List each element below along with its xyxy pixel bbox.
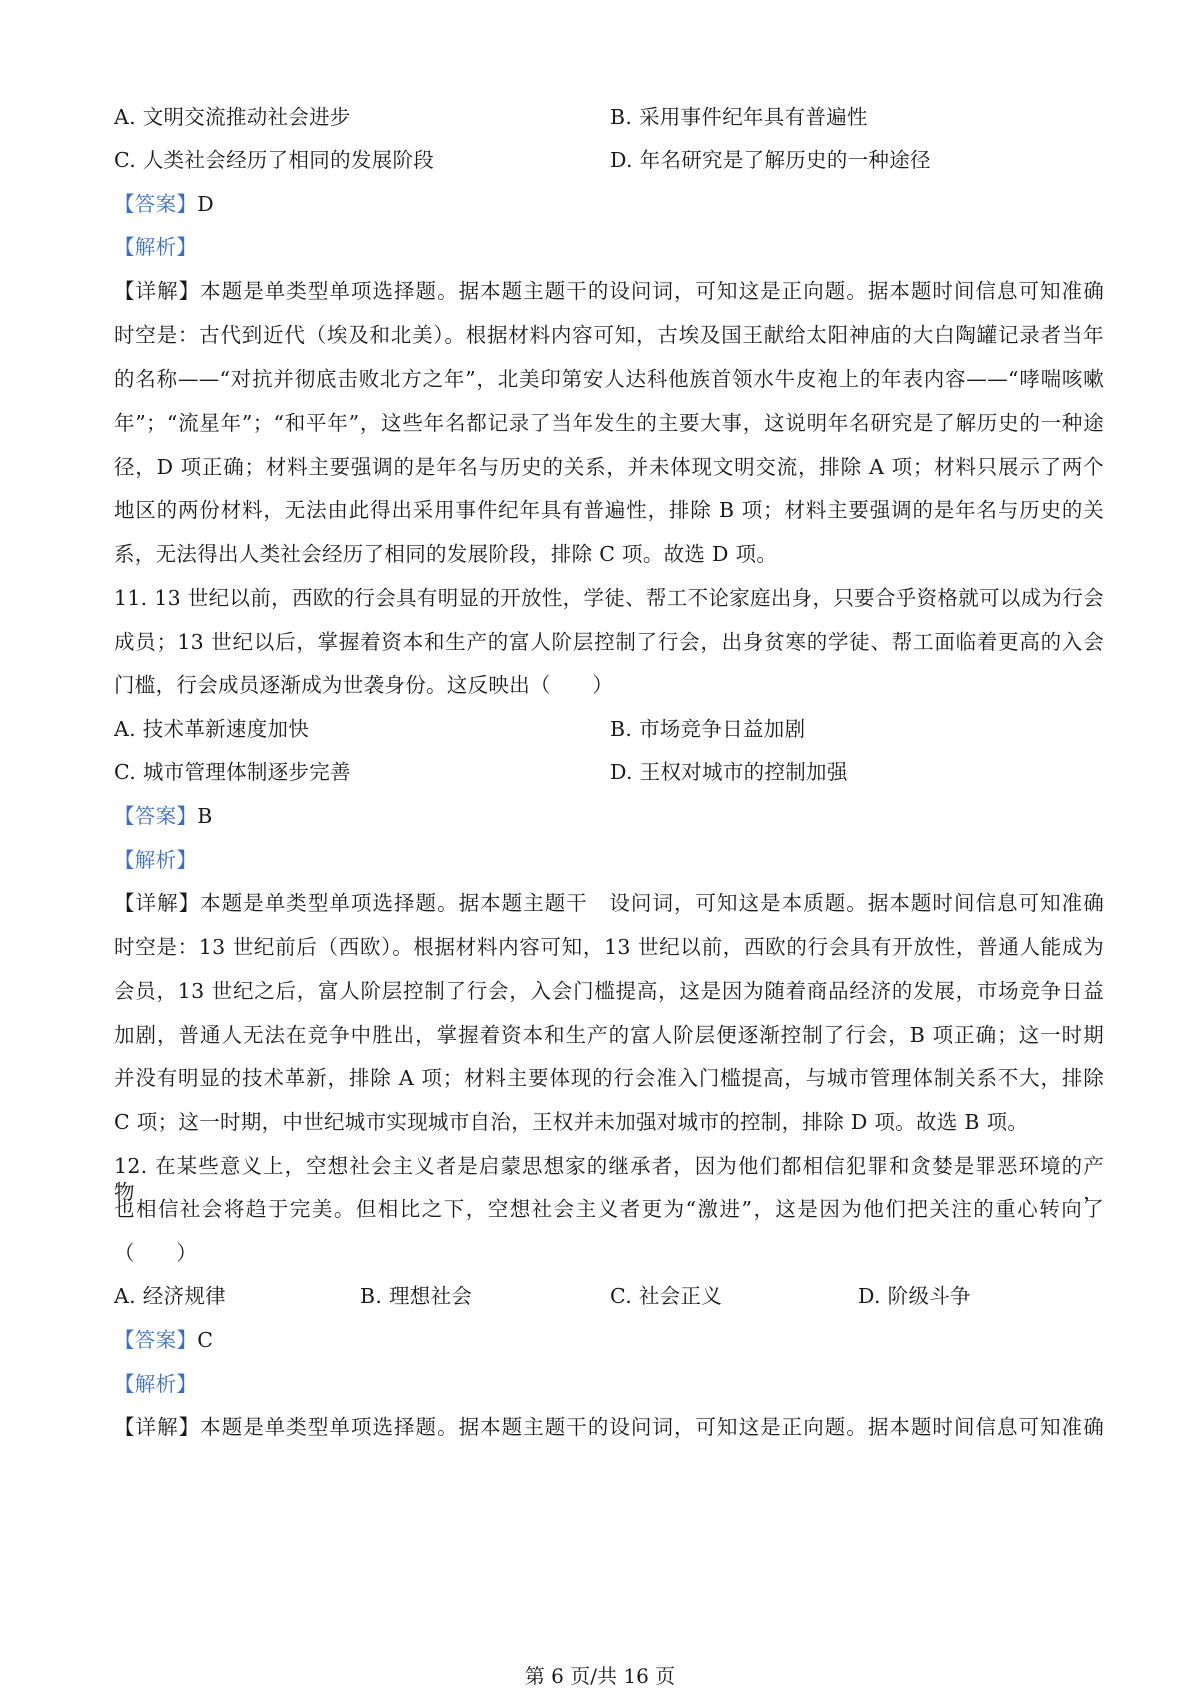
q11-stem-line: 门槛，行会成员逐渐成为世袭身份。这反映出（ ） (114, 673, 614, 697)
q10-detail-line: 地区的两份材料，无法由此得出采用事件纪年具有普遍性，排除 B 项；材料主要强调的是年名与历史的关 (114, 498, 1104, 522)
q11-option-d: D. 王权对城市的控制加强 (610, 760, 848, 784)
answer-value: C (197, 1328, 214, 1352)
answer-tag: 【答案】 (114, 192, 198, 216)
q10-answer (114, 191, 1104, 217)
q11-analysis-heading (114, 847, 1104, 873)
answer-value: D (197, 192, 214, 216)
detail-tag: 【详解】 (114, 279, 201, 303)
q11-detail-line (114, 890, 1104, 916)
answer-value: B (197, 804, 213, 828)
q10-analysis-heading (114, 234, 1104, 260)
q10-option-c: C. 人类社会经历了相同的发展阶段 (114, 148, 435, 172)
q12-stem-line: （ ） (114, 1241, 198, 1265)
q11-answer (114, 803, 1104, 829)
detail-tag: 【详解】 (114, 1415, 201, 1439)
analysis-tag: 【解析】 (114, 1372, 198, 1396)
page-footer: 第 6 页/共 16 页 (524, 1664, 676, 1688)
q12-stem-line: 12. 在某些意义上，空想社会主义者是启蒙思想家的继承者，因为他们都相信犯罪和贪婪是罪恶环境的产物， (114, 1154, 1104, 1204)
q10-detail-line: 时空是：古代到近代（埃及和北美）。根据材料内容可知，古埃及国王献给太阳神庙的大白陶罐记录者当年 (114, 323, 1104, 347)
q11-option-a: A. 技术革新速度加快 (114, 717, 310, 741)
q10-detail-line: 的名称——“对抗并彻底击败北方之年”，北美印第安人达科他族首领水牛皮袍上的年表内容——“哮喘咳嗽 (114, 367, 1104, 391)
q11-stem-line: 成员；13 世纪以后，掌握着资本和生产的富人阶层控制了行会，出身贫寒的学徒、帮工面临着更高的入会 (114, 630, 1104, 654)
q10-option-b: B. 采用事件纪年具有普遍性 (610, 105, 868, 129)
q11-detail-line: 时空是：13 世纪前后（西欧）。根据材料内容可知，13 世纪以前，西欧的行会具有开放性，普通人能成为 (114, 935, 1104, 959)
q12-answer (114, 1327, 1104, 1353)
q11-detail-line: 会员，13 世纪之后，富人阶层控制了行会，入会门槛提高，这是因为随着商品经济的发展，市场竞争日益 (114, 979, 1104, 1003)
q12-option-c: C. 社会正义 (610, 1284, 723, 1308)
q12-option-d: D. 阶级斗争 (858, 1284, 971, 1308)
q10-detail-line: 径，D 项正确；材料主要强调的是年名与历史的关系，并未体现文明交流，排除 A 项；材料只展示了两个 (114, 455, 1104, 479)
q11-stem-line: 11. 13 世纪以前，西欧的行会具有明显的开放性，学徒、帮工不论家庭出身，只要合乎资格就可以成为行会 (114, 586, 1104, 610)
q12-detail-line (114, 1414, 1104, 1440)
q12-option-b: B. 理想社会 (360, 1284, 473, 1308)
detail-tag: 【详解】 (114, 891, 201, 915)
q11-option-c: C. 城市管理体制逐步完善 (114, 760, 351, 784)
q11-detail-line: 加剧，普通人无法在竞争中胜出，掌握着资本和生产的富人阶层便逐渐控制了行会，B 项正确；这一时期 (114, 1023, 1104, 1047)
q10-detail-line: 年”；“流星年”；“和平年”，这些年名都记录了当年发生的主要大事，这说明年名研究是了解历史的一种途 (114, 411, 1104, 435)
q12-stem-line: 也相信社会将趋于完美。但相比之下，空想社会主义者更为“激进”，这是因为他们把关注的重心转向了 (114, 1197, 1104, 1221)
detail-text: 本题是单类型单项选择题。据本题主题干的设问词，可知这是正向题。据本题时间信息可知准确 (200, 279, 1104, 303)
answer-tag: 【答案】 (114, 1328, 198, 1352)
q12-analysis-heading (114, 1371, 1104, 1397)
detail-text: 本题是单类型单项选择题。据本题主题干 设问词，可知这是本质题。据本题时间信息可知准确 (200, 891, 1104, 915)
q11-detail-line: 并没有明显的技术革新，排除 A 项；材料主要体现的行会准入门槛提高，与城市管理体制关系不大，排除 (114, 1066, 1104, 1090)
analysis-tag: 【解析】 (114, 848, 198, 872)
q11-detail-line: C 项；这一时期，中世纪城市实现城市自治，王权并未加强对城市的控制，排除 D 项。故选 B 项。 (114, 1110, 1029, 1134)
q10-option-a: A. 文明交流推动社会进步 (114, 105, 351, 129)
q12-option-a: A. 经济规律 (114, 1284, 226, 1308)
q10-detail-line: 系，无法得出人类社会经历了相同的发展阶段，排除 C 项。故选 D 项。 (114, 542, 778, 566)
detail-text: 本题是单类型单项选择题。据本题主题干的设问词，可知这是正向题。据本题时间信息可知准确 (200, 1415, 1104, 1439)
answer-tag: 【答案】 (114, 804, 198, 828)
q10-detail-line (114, 278, 1104, 304)
q10-option-d: D. 年名研究是了解历史的一种途径 (610, 148, 931, 172)
q11-option-b: B. 市场竞争日益加剧 (610, 717, 806, 741)
analysis-tag: 【解析】 (114, 235, 198, 259)
